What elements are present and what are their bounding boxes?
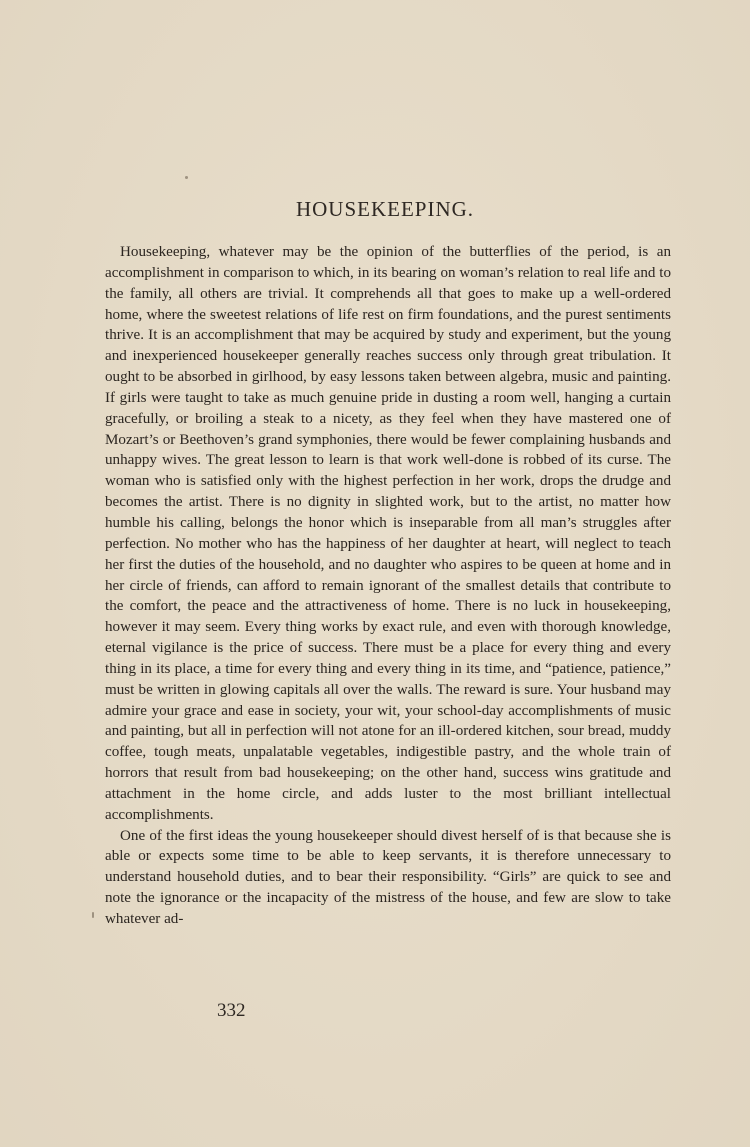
paragraph-1: Housekeeping, whatever may be the opinion of the butterflies of the period, is an accomplishment in comparison to which, in its bearing on woman’s relation to real life and to the family, all others are trivial. It comprehends all that goes to make up a well-ordered home, where the sweetest relations of life rest on firm foundations, and the purest sentiments thrive. It is an accomplishment that may be acquired by study and experiment, but the young and inexperienced housekeeper generally reaches success only through great tribulation. It ought to be absorbed in girlhood, by easy lessons taken between algebra, music and painting. If girls were taught to take as much genuine pride in dusting a room well, hanging a curtain gracefully, or broiling a steak to a nicety, as they feel when they have mastered one of Mozart’s or Beethoven’s grand symphonies, there would be fewer complaining husbands and unhappy wives. The great lesson to learn is that work well-done is robbed of its curse. The woman who is satisfied only with the highest perfection in her work, drops the drudge and becomes the artist. There is no dignity in slighted work, but to the artist, no matter how humble his calling, belongs the honor which is inseparable from all man’s struggles after perfection. No mother who has the happiness of her daughter at heart, will neglect to teach her first the duties of the household, and no daughter who aspires to be queen at home and in her circle of friends, can afford to remain ignorant of the smallest details that contribute to the comfort, the peace and the attractiveness of home. There is no luck in housekeeping, however it may seem. Every thing works by exact rule, and even with thorough knowledge, eternal vigilance is the price of success. There must be a place for every thing and every thing in its place, a time for every thing and every thing in its time, and “patience, patience,” must be written in glowing capitals all over the walls. The reward is sure. Your husband may admire your grace and ease in society, your wit, your school-day accomplishments of music and painting, but all in perfection will not atone for an ill-ordered kitchen, sour bread, muddy coffee, tough meats, unpalatable vegetables, indigestible pastry, and the whole train of horrors that result from bad housekeeping; on the other hand, success wins gratitude and attachment in the home circle, and adds luster to the most brilliant intellectual accomplishments. bbox=[105, 244, 671, 823]
paper-speck bbox=[92, 912, 94, 918]
page-number: 332 bbox=[217, 1000, 246, 1021]
page-title: HOUSEKEEPING. bbox=[295, 197, 475, 221]
body-text bbox=[105, 242, 671, 930]
paper-speck bbox=[185, 176, 188, 179]
paragraph-2: One of the first ideas the young housekeeper should divest herself of is that because she is able or expects some time to be able to keep servants, it is therefore unnecessary to understand household duties, and to bear their responsibility. “Girls” are quick to see and note the ignorance or the incapacity of the mistress of the house, and few are slow to take whatever ad- bbox=[105, 827, 671, 927]
